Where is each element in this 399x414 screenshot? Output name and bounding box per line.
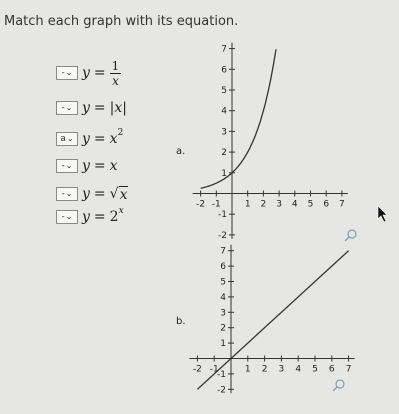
y-tick-label: 6 <box>220 262 226 273</box>
equation: y = x <box>82 158 118 174</box>
magnifier-icon <box>348 230 356 238</box>
x-tick-label: -1 <box>209 364 219 375</box>
magnifier-handle <box>345 237 349 241</box>
magnifier-handle <box>333 387 337 391</box>
y-tick-label: 3 <box>221 127 227 138</box>
y-tick-label: 7 <box>220 246 226 257</box>
y-tick-label: -2 <box>217 385 226 396</box>
y-tick-label: 3 <box>220 308 226 319</box>
chevron-down-icon: ⌄ <box>65 103 73 112</box>
chevron-down-icon: ⌄ <box>66 134 74 143</box>
x-tick-label: -2 <box>192 364 202 375</box>
x-tick-label: 6 <box>328 364 335 375</box>
y-tick-label: 6 <box>221 65 227 76</box>
y-tick-label: 1 <box>220 339 226 350</box>
y-tick-label: 4 <box>221 106 227 117</box>
dropdown-value: - <box>61 68 65 78</box>
chevron-down-icon: ⌄ <box>65 161 73 170</box>
graph-b-label: b. <box>176 316 186 327</box>
y-tick-label: 1 <box>221 168 227 179</box>
x-tick-label: -2 <box>196 199 206 210</box>
equation: y = |x| <box>82 100 127 116</box>
x-tick-label: 4 <box>295 364 302 375</box>
y-tick-label: 2 <box>220 323 226 334</box>
x-tick-label: 4 <box>291 199 298 210</box>
x-tick-label: 1 <box>244 199 251 210</box>
x-tick-label: 7 <box>345 364 352 375</box>
equation: y = 2 x <box>82 206 124 225</box>
chevron-down-icon: ⌄ <box>65 68 73 77</box>
dropdown-value: - <box>61 103 65 113</box>
x-tick-label: 3 <box>276 199 282 210</box>
chevron-down-icon: ⌄ <box>65 189 73 198</box>
dropdown-value: - <box>61 161 65 171</box>
dropdown-value: a <box>60 134 66 144</box>
y-tick-label: 5 <box>221 86 227 96</box>
graph-a-label: a. <box>176 146 186 157</box>
x-tick-label: 7 <box>339 199 345 210</box>
mouse-cursor-icon <box>378 206 387 222</box>
y-tick-label: 4 <box>220 292 226 303</box>
x-tick-label: 3 <box>278 364 285 375</box>
instructions: Match each graph with its equation. <box>4 14 239 29</box>
y-tick-label: -1 <box>218 210 227 221</box>
magnifier-icon <box>336 380 344 388</box>
series-line <box>201 49 276 188</box>
y-tick-label: 5 <box>220 277 226 288</box>
y-tick-label: 7 <box>221 44 227 55</box>
equation: y = $\frac{1}{x}$ <box>82 58 120 88</box>
chevron-down-icon: ⌄ <box>65 212 73 221</box>
x-tick-label: -1 <box>211 199 221 210</box>
y-tick-label: -2 <box>218 230 227 241</box>
equation: y = x 2 <box>82 128 124 147</box>
x-tick-label: 1 <box>244 364 251 375</box>
y-tick-label: 2 <box>221 148 227 159</box>
equation: y = √ x <box>82 186 128 203</box>
x-tick-label: 2 <box>261 364 268 375</box>
x-tick-label: 5 <box>312 364 318 375</box>
dropdown-value: - <box>61 212 65 222</box>
dropdown-value: - <box>61 189 65 199</box>
x-tick-label: 2 <box>260 199 267 210</box>
y-tick-label: -1 <box>217 369 226 380</box>
x-tick-label: 6 <box>323 199 330 210</box>
x-tick-label: 5 <box>307 199 314 210</box>
